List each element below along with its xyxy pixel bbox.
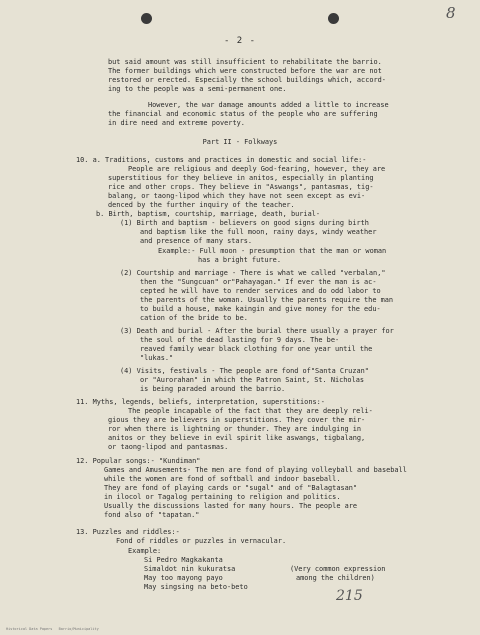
section-heading: Part II - Folkways xyxy=(202,138,278,146)
text-line: Usually the discussions lasted for many hours. The people are xyxy=(104,502,358,510)
text-line: balang, or taong-lipod which they have not seen except as evi- xyxy=(108,192,366,200)
page-number: - 2 - xyxy=(223,36,257,46)
footer-text: Historical Data Papers Barrio/Municipality xyxy=(6,627,99,631)
text-line: Si Pedro Magkakanta xyxy=(144,556,223,564)
text-line: 13. Puzzles and riddles:- xyxy=(76,528,180,536)
text-line: Example:- Full moon - presumption that the man or woman xyxy=(158,247,387,255)
text-line: denced by the further inquiry of the teacher. xyxy=(108,201,295,209)
text-line: fond also of "tapatan." xyxy=(104,511,200,519)
text-line: 12. Popular songs:- "Kundiman" xyxy=(76,457,201,465)
text-line: (Very common expression xyxy=(290,565,386,573)
text-line: but said amount was still insufficient to rehabilitate the barrio. xyxy=(108,58,382,66)
text-line: among the children) xyxy=(296,574,375,582)
text-line: Example: xyxy=(128,547,162,555)
text-line: or "Aurorahan" in which the Patron Saint, St. Nicholas xyxy=(140,376,365,384)
text-line: is being paraded around the barrio. xyxy=(140,385,286,393)
text-line: to build a house, make kaingin and give money for the edu- xyxy=(140,305,381,313)
page-code-annotation: 215 xyxy=(336,588,363,604)
text-line: They are fond of playing cards or "sugal" and of "Balagtasan" xyxy=(104,484,358,492)
text-line: the soul of the dead lasting for 9 days. The be- xyxy=(140,336,340,344)
text-line: has a bright future. xyxy=(198,256,281,264)
text-line: the parents of the woman. Usually the parents require the man xyxy=(140,296,394,304)
text-line: gious they are believers in superstitions. They cover the mir- xyxy=(108,416,366,424)
text-line: 10. a. Traditions, customs and practices in domestic and social life:- xyxy=(76,156,367,164)
text-line: Fond of riddles or puzzles in vernacular. xyxy=(116,537,287,545)
text-line: and baptism like the full moon, rainy days, windy weather xyxy=(140,228,377,236)
text-line: restored or erected. Especially the school buildings which, accord- xyxy=(108,76,386,84)
text-line: reaved family wear black clothing for one year until the xyxy=(140,345,373,353)
text-line: (3) Death and burial - After the burial there usually a prayer for xyxy=(120,327,394,335)
text-line: anitos or they believe in evil spirit like aswangs, tigbalang, xyxy=(108,434,366,442)
text-line: ing to the people was a semi-permanent one. xyxy=(108,85,287,93)
text-line: (4) Visits, festivals - The people are fond of"Santa Cruzan" xyxy=(120,367,369,375)
text-line: Games and Amusements- The men are fond of playing volleyball and baseball xyxy=(104,466,407,474)
text-line: in dire need and extreme poverty. xyxy=(108,119,245,127)
text-line: ror when there is lightning or thunder. They are indulging in xyxy=(108,425,362,433)
text-line: (1) Birth and baptism - believers on good signs during birth xyxy=(120,219,369,227)
text-line: cepted he will have to render services and do odd labor to xyxy=(140,287,381,295)
corner-annotation: 8 xyxy=(446,4,456,22)
text-line: rice and other crops. They believe in "Aswangs", pantasmas, tig- xyxy=(108,183,374,191)
text-line: superstitious for they believe in anitos, especially in planting xyxy=(108,174,374,182)
text-line: cation of the bride to be. xyxy=(140,314,248,322)
text-line: The former buildings which were constructed before the war are not xyxy=(108,67,382,75)
text-line: However, the war damage amounts added a little to increase xyxy=(148,101,389,109)
text-line: while the women are fond of softball and indoor baseball. xyxy=(104,475,341,483)
text-line: "lukas." xyxy=(140,354,174,362)
text-line: or taong-lipod and pantasmas. xyxy=(108,443,229,451)
punch-hole-icon xyxy=(328,13,339,24)
text-line: May too mayong payo xyxy=(144,574,223,582)
text-line: May singsing na beto-beto xyxy=(144,583,248,591)
text-line: 11. Myths, legends, beliefs, interpretation, superstitions:- xyxy=(76,398,325,406)
punch-hole-icon xyxy=(141,13,152,24)
text-line: People are religious and deeply God-fearing, however, they are xyxy=(128,165,386,173)
text-line: the financial and economic status of the people who are suffering xyxy=(108,110,378,118)
text-line: (2) Courtship and marriage - There is what we called "verbalan," xyxy=(120,269,386,277)
text-line: b. Birth, baptism, courtship, marriage, death, burial- xyxy=(96,210,321,218)
text-line: and presence of many stars. xyxy=(140,237,253,245)
text-line: The people incapable of the fact that they are deeply reli- xyxy=(128,407,373,415)
text-line: Simaldot nin kukuratsa xyxy=(144,565,236,573)
text-line: in ilocol or Tagalog pertaining to religion and politics. xyxy=(104,493,341,501)
text-line: then the "Sungcuan" or"Pahayagan." If ever the man is ac- xyxy=(140,278,377,286)
